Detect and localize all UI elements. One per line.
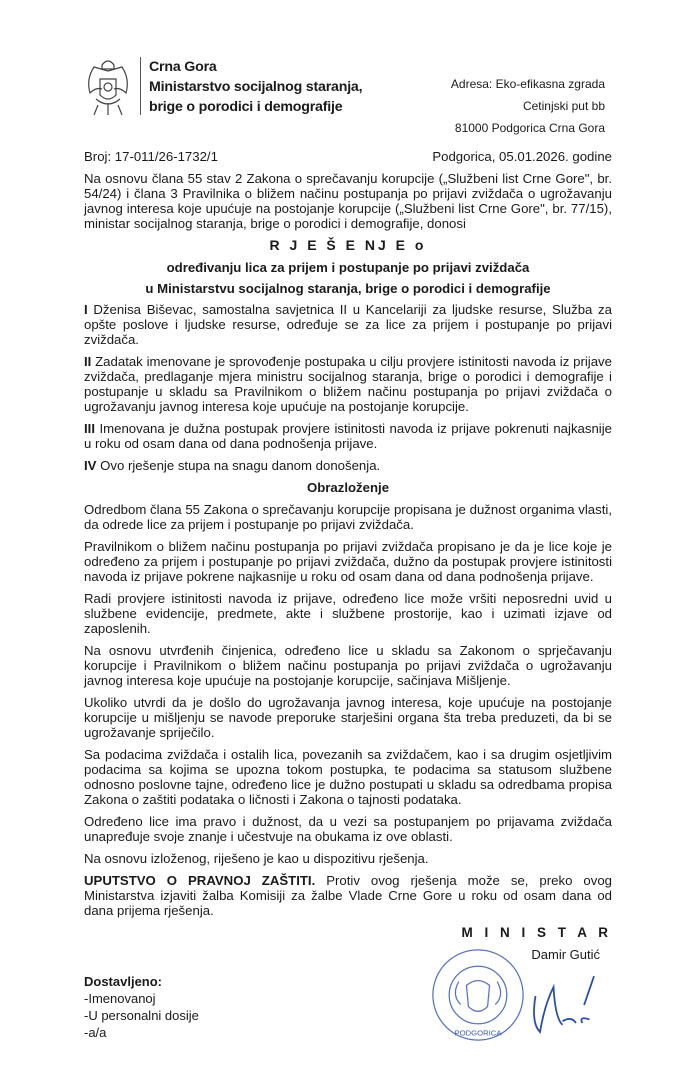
signature-block (462, 925, 613, 963)
reasoning-paragraph: Ukoliko utvrdi da je došlo do ugrožavanja javnog interesa, koje upućuje na postojanje korupcije u mišljenju se navode preporuke starješini organa šta treba preduzeti, da bi se ugrožavanje spriječilo. (84, 695, 612, 740)
delivery-item: -a/a (84, 1025, 107, 1040)
org-line: Crna Gora (149, 59, 217, 75)
item-text: Ovo rješenje stupa na snagu danom donošenja. (96, 458, 381, 473)
reasoning-paragraph: Na osnovu izloženog, riješeno je kao u dispozitivu rješenja. (84, 851, 429, 866)
org-line: brige o porodici i demografije (149, 99, 343, 115)
preamble: Na osnovu člana 55 stav 2 Zakona o sprečavanju korupcije („Službeni list Crne Gore", br. 54/24) i člana 3 Pravilnika o bližem načinu postupanja po prijavi zviždača o ugrožavanju javnog interesa koje upućuje na postojanje korupcije („Službeni list Crne Gore", br. 77/15), ministar socijalnog staranja, brige o porodici i demografije, donosi (84, 171, 612, 231)
reasoning-paragraph: Odredbom člana 55 Zakona o sprečavanju korupcije propisana je dužnost organima vlasti, da odrede lice za prijem i postupanje po prijavi zviždača. (84, 502, 612, 532)
org-line: Ministarstvo socijalnog staranja, (149, 79, 363, 95)
signatory-name: Damir Gutić (531, 947, 600, 962)
delivery-list (84, 973, 199, 1041)
legal-remedy (84, 873, 612, 918)
coat-of-arms-icon (84, 57, 132, 119)
delivery-item: -U personalni dosije (84, 1008, 199, 1023)
item-number: II (84, 354, 92, 369)
document-title: R J E Š E NJ E o (269, 237, 427, 253)
item-text: Zadatak imenovane je sprovođenje postupaka u cilju provjere istinitosti navoda iz prijave zviždača, predlaganje mjera ministru socijalnog staranja, brige o porodici i demografije i postupanje u skladu sa Pravilnikom o bližem načinu postupanja po prijavi zviždača o ugrožavanju javnog interesa koje upućuje na postojanje korupcije. (84, 354, 612, 414)
reasoning-paragraph: Sa podacima zviždača i ostalih lica, povezanih sa zviždačem, kao i sa drugim osjetljivim podacima sa kojima se upozna tokom postupka, te podacima sa statusom službene odnosno poslovne tajne, određeno lice je dužno postupati u skladu sa odredbama propisa Zakona o zaštiti podataka o ličnosti i Zakona o tajnosti podataka. (84, 747, 612, 807)
reasoning-heading: Obrazloženje (306, 480, 390, 495)
address-line: Cetinjski put bb (522, 99, 605, 113)
item-number: IV (84, 458, 97, 473)
document-footer (84, 925, 612, 1045)
document-body (84, 171, 612, 918)
decision-item (84, 458, 612, 473)
item-number: I (84, 302, 88, 317)
letterhead (84, 57, 362, 119)
address-block (451, 73, 605, 139)
svg-text:PODGORICA: PODGORICA (454, 1028, 502, 1038)
reasoning-paragraph: Pravilnikom o bližem načinu postupanja po prijavi zviždača propisano je da je lice koje je određeno za prijem i postupanje po prijavi zviždača, dužno da postupak provjere istinitosti navoda iz prijave pokrene najkasnije u roku od osam dana od dana podnošenja prijave. (84, 539, 612, 584)
reasoning-paragraph: Na osnovu utvrđenih činjenica, određeno lice u skladu sa Zakonom o sprječavanju korupcije i Pravilnikom o bližem načinu postupanja po prijavi zviždača o ugrožavanju javnog interesa koje upućuje na postojanje korupcije, sačinjava Mišljenje. (84, 643, 612, 688)
header (84, 57, 612, 139)
delivery-heading: Dostavljeno: (84, 974, 163, 989)
document-meta (84, 149, 612, 165)
item-text: Imenovana je dužna postupak provjere istinitosti navoda iz prijave pokrenuti najkasnije u roku od osam dana od dana podnošenja prijave. (84, 421, 612, 451)
subtitle-line: u Ministarstvu socijalnog staranja, brige o porodici i demografije (145, 281, 551, 296)
legal-remedy-label: UPUTSTVO O PRAVNOJ ZAŠTITI. (84, 873, 316, 888)
legal-remedy-text: Protiv ovog rješenja može se, preko ovog Ministarstva izjaviti žalba Komisiji za žalbe Vlade Crne Gore u roku od osam dana od dana prijema rješenja. (84, 873, 612, 918)
item-text: Dženisa Biševac, samostalna savjetnica II u Kancelariji za ljudske resurse, Služba za opšte poslove i ljudske resurse, određuje se za lice za prijem i postupanje po prijavi zviždača. (84, 302, 612, 347)
delivery-item: -Imenovanoj (84, 991, 156, 1006)
ministry-name (149, 57, 362, 119)
document-number: Broj: 17-011/26-1732/1 (84, 149, 218, 164)
item-number: III (84, 421, 95, 436)
handwritten-signature (504, 969, 612, 1041)
place-date: Podgorica, 05.01.2026. godine (432, 149, 612, 164)
reasoning-paragraph: Radi provjere istinitosti navoda iz prijave, određeno lice može vršiti neposredni uvid u službene evidencije, predmete, akte i službene prostorije, kao i uzimati izjave od zaposlenih. (84, 591, 612, 636)
signatory-role: M I N I S T A R (461, 925, 612, 940)
reasoning-paragraph: Određeno lice ima pravo i dužnost, da u vezi sa postupanjem po prijavama zviždača unapređuje svoje znanje i učestvuje na obukama iz ove oblasti. (84, 814, 612, 844)
address-line: Adresa: Eko-efikasna zgrada (450, 77, 605, 91)
address-line: 81000 Podgorica Crna Gora (454, 121, 605, 135)
divider (140, 57, 141, 115)
decision-item (84, 302, 612, 347)
decision-item (84, 421, 612, 451)
subtitle-line: određivanju lica za prijem i postupanje po prijavi zviždača (166, 260, 530, 275)
decision-item (84, 354, 612, 414)
